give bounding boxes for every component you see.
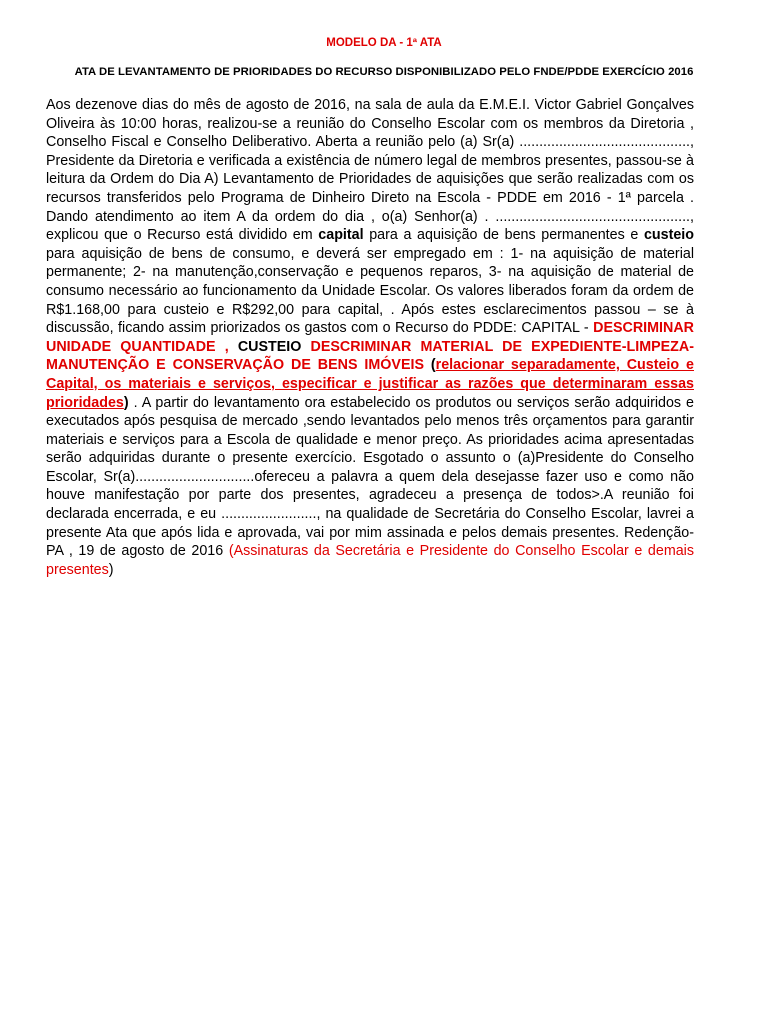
document-title: ATA DE LEVANTAMENTO DE PRIORIDADES DO RECURSO DISPONIBILIZADO PELO FNDE/PDDE EXERCÍCIO 2016 (74, 66, 694, 78)
body-text-4: . A partir do levantamento ora estabelecido os produtos ou serviços serão adquiridos e executados após pesquisa de mercado ,sendo levantados pelo menos três orçamentos para garantir materiais e serviços para a Escola de qualidade e menor preço. As prioridades acima apresentadas serão adquiridas durante o presente exercício. Esgotado o assunto o (a)Presidente do Conselho Escolar, Sr(a)..............................ofereceu a palavra a quem dela desejasse fazer uso e como não houve manifestação por parte dos presentes, agradeceu a presença de todos>.A reunião foi declarada encerrada, e eu ........................, na qualidade de Secretária do Conselho Escolar, lavrei a presente Ata que após lida e aprovada, vai por mim assinada e pelos demais presentes. Redenção-PA , 19 de agosto de 2016 (46, 394, 694, 560)
paren-close: ) (123, 394, 129, 411)
discriminar-material-instruction: DESCRIMINAR MATERIAL DE EXPEDIENTE-LIMPEZA-MANUTENÇÃO E CONSERVAÇÃO DE BENS IMÓVEIS (46, 338, 695, 374)
model-label: MODELO DA - 1ª ATA (326, 37, 442, 49)
custeio-caps: CUSTEIO (228, 338, 311, 355)
signatures-instruction: (Assinaturas da Secretária e Presidente do Conselho Escolar e demais presentes (46, 543, 695, 578)
body-text-3: para aquisição de bens de consumo, e deverá ser empregado em : 1- na aquisição de material permanente; 2- na manutenção,conservação e pequenos reparos, 3- na aquisição de material de consumo necessário ao funcionamento da Unidade Escolar. Os valores liberados foram da ordem de R$1.168,00 para custeio e R$292,00 para capital, . Após estes esclarecimentos passou – se à discussão, ficando assim priorizados os gastos com o Recurso do PDDE: CAPITAL - (46, 245, 694, 337)
body-text-1: Aos dezenove dias do mês de agosto de 2016, na sala de aula da E.M.E.I. Victor Gabriel Gonçalves Oliveira às 10:00 horas, realizou-se a reunião do Conselho Escolar com os membros da Diretoria , Conselho Fiscal e Conselho Deliberativo. Aberta a reunião pelo (a) Sr(a) ..........................................., Presidente da Diretoria e verificada a existência de número legal de membros presentes, passou-se à leitura da Ordem do Dia A) Levantamento de Prioridades de aquisições que serão realizadas com os recursos transferidos pelo Programa de Dinheiro Direto na Escola - PDDE em 2016 - 1ª parcela . Dando atendimento ao item A da ordem do dia , o(a) Senhor(a) . ................................................., explicou que o Recurso está dividido em (46, 97, 694, 244)
paren-open: ( (423, 357, 436, 374)
custeio-term: custeio (643, 227, 694, 244)
relacionar-instruction: relacionar separadamente, Custeio e Capital, os materiais e serviços, especificar e justificar as razões que determinaram essas prioridades (46, 357, 694, 411)
final-paren: ) (108, 561, 114, 578)
capital-term: capital (318, 227, 364, 244)
discriminar-unidade-instruction: DESCRIMINAR UNIDADE QUANTIDADE , (46, 320, 694, 355)
minutes-body (46, 96, 694, 579)
body-text-2: para a aquisição de bens permanentes e (363, 227, 644, 244)
